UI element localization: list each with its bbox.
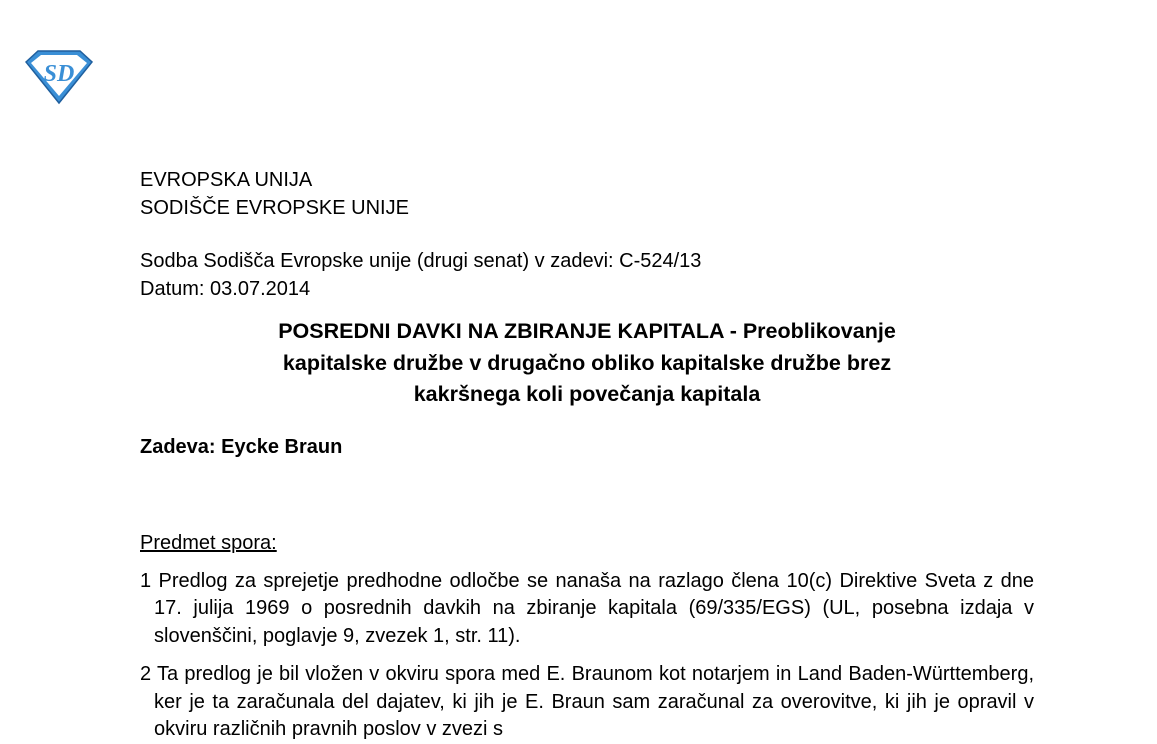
court-logo-icon (22, 48, 96, 106)
institution-line-1: EVROPSKA UNIJA (140, 169, 313, 191)
paragraph-2: 2 Ta predlog je bil vložen v okviru spora med E. Braunom kot notarjem in Land Baden-Württemberg, ker je ta zaračunala del dajatev, ki jih je E. Braun sam zaračunal za overovitve, ki jih je opravil v okviru različnih pravnih poslov v zvezi s (140, 663, 1034, 740)
title-line-3: kakršnega koli povečanja kapitala (413, 382, 761, 406)
logo-text: SD (43, 61, 75, 87)
document-body (140, 166, 1034, 744)
case-subject: Zadeva: Eycke Braun (140, 435, 343, 458)
paragraph-1: 1 Predlog za sprejetje predhodne odločbe se nanaša na razlago člena 10(c) Direktive Sveta z dne 17. julija 1969 o posrednih davkih na zbiranje kapitala (69/335/EGS) (UL, posebna izdaja v slovenščini, poglavje 9, zvezek 1, str. 11). (140, 569, 1034, 647)
document-title (140, 316, 1034, 411)
title-line-2: kapitalske družbe v drugačno obliko kapitalske družbe brez (282, 350, 892, 375)
institution-line-2: SODIŠČE EVROPSKE UNIJE (140, 197, 409, 219)
judgment-date: Datum: 03.07.2014 (140, 278, 311, 300)
title-line-1: POSREDNI DAVKI NA ZBIRANJE KAPITALA - Preoblikovanje (278, 319, 896, 343)
section-heading: Predmet spora: (140, 531, 277, 554)
judgment-reference: Sodba Sodišča Evropske unije (drugi senat) v zadevi: C-524/13 (140, 250, 702, 272)
